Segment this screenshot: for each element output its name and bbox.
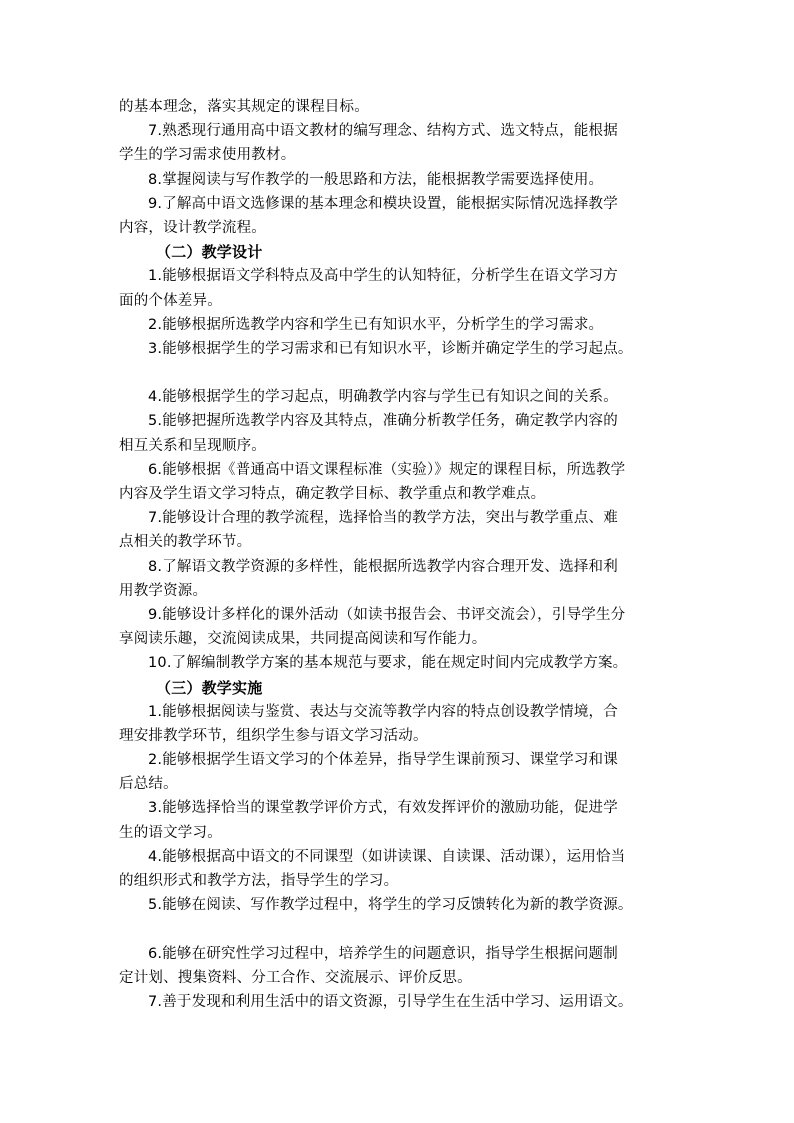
paragraph-line: 2.能够根据学生语文学习的个体差异，指导学生课前预习、课堂学习和课 <box>148 752 618 769</box>
paragraph-line: 面的个体差异。 <box>119 292 222 309</box>
document-page <box>119 95 675 1014</box>
paragraph-line: 7.善于发现和利用生活中的语文资源，引导学生在生活中学习、运用语文。 <box>148 993 633 1010</box>
paragraph-line: 后总结。 <box>119 776 178 793</box>
paragraph-line: 6.能够在研究性学习过程中，培养学生的问题意识，指导学生根据问题制 <box>148 945 618 962</box>
paragraph-line: 4.能够根据高中语文的不同课型（如讲读课、自读课、活动课），运用恰当 <box>148 848 626 865</box>
paragraph-line: 理安排教学环节，组织学生参与语文学习活动。 <box>119 727 428 744</box>
paragraph-line: 9.了解高中语文选修课的基本理念和模块设置，能根据实际情况选择教学 <box>148 195 618 212</box>
paragraph-line: 用教学资源。 <box>119 582 208 599</box>
paragraph-line: 3.能够根据学生的学习需求和已有知识水平，诊断并确定学生的学习起点。 <box>148 340 633 357</box>
paragraph-line: 4.能够根据学生的学习起点，明确教学内容与学生已有知识之间的关系。 <box>148 389 618 406</box>
paragraph-line: 1.能够根据阅读与鉴赏、表达与交流等教学内容的特点创设教学情境，合 <box>148 703 618 720</box>
paragraph-line: 6.能够根据《普通高中语文课程标准（实验）》规定的课程目标，所选教学 <box>148 461 626 478</box>
paragraph-line: 定计划、搜集资料、分工合作、交流展示、评价反思。 <box>119 969 472 986</box>
paragraph-line: 10.了解编制教学方案的基本规范与要求，能在规定时间内完成教学方案。 <box>148 655 628 672</box>
paragraph-line: 7.熟悉现行通用高中语文教材的编写理念、结构方式、选文特点，能根据 <box>148 123 618 140</box>
paragraph-line: 2.能够根据所选教学内容和学生已有知识水平，分析学生的学习需求。 <box>148 316 604 333</box>
paragraph-line: 1.能够根据语文学科特点及高中学生的认知特征，分析学生在语文学习方 <box>148 268 618 285</box>
paragraph-line: 内容，设计教学流程。 <box>119 219 266 236</box>
paragraph-line: 8.掌握阅读与写作教学的一般思路和方法，能根据教学需要选择使用。 <box>148 171 604 188</box>
paragraph-line: 的基本理念，落实其规定的课程目标。 <box>119 99 369 115</box>
paragraph-line: 内容及学生语文学习特点，确定教学目标、教学重点和教学难点。 <box>119 486 546 502</box>
paragraph-line: 8.了解语文教学资源的多样性，能根据所选教学内容合理开发、选择和利 <box>148 558 618 575</box>
paragraph-line: 7.能够设计合理的教学流程，选择恰当的教学方法，突出与教学重点、难 <box>148 510 618 527</box>
paragraph-line: 3.能够选择恰当的课堂教学评价方式，有效发挥评价的激励功能，促进学 <box>148 800 618 817</box>
paragraph-line: 5.能够把握所选教学内容及其特点，准确分析教学任务，确定教学内容的 <box>148 413 618 430</box>
section-heading: （二）教学设计 <box>156 243 263 262</box>
paragraph-line: 相互关系和呈现顺序。 <box>119 437 266 454</box>
paragraph-line: 5.能够在阅读、写作教学过程中，将学生的学习反馈转化为新的教学资源。 <box>148 897 633 914</box>
paragraph-line: 点相关的教学环节。 <box>119 534 252 551</box>
paragraph-line: 学生的学习需求使用教材。 <box>119 147 296 164</box>
paragraph-line: 享阅读乐趣，交流阅读成果，共同提高阅读和写作能力。 <box>119 631 487 648</box>
paragraph-line: 的组织形式和教学方法，指导学生的学习。 <box>119 873 399 889</box>
blank-line <box>119 917 675 941</box>
paragraph-line: 9.能够设计多样化的课外活动（如读书报告会、书评交流会），引导学生分 <box>148 606 626 623</box>
blank-line <box>119 361 675 385</box>
paragraph-line: 生的语文学习。 <box>119 824 222 841</box>
section-heading: （三）教学实施 <box>156 678 263 697</box>
